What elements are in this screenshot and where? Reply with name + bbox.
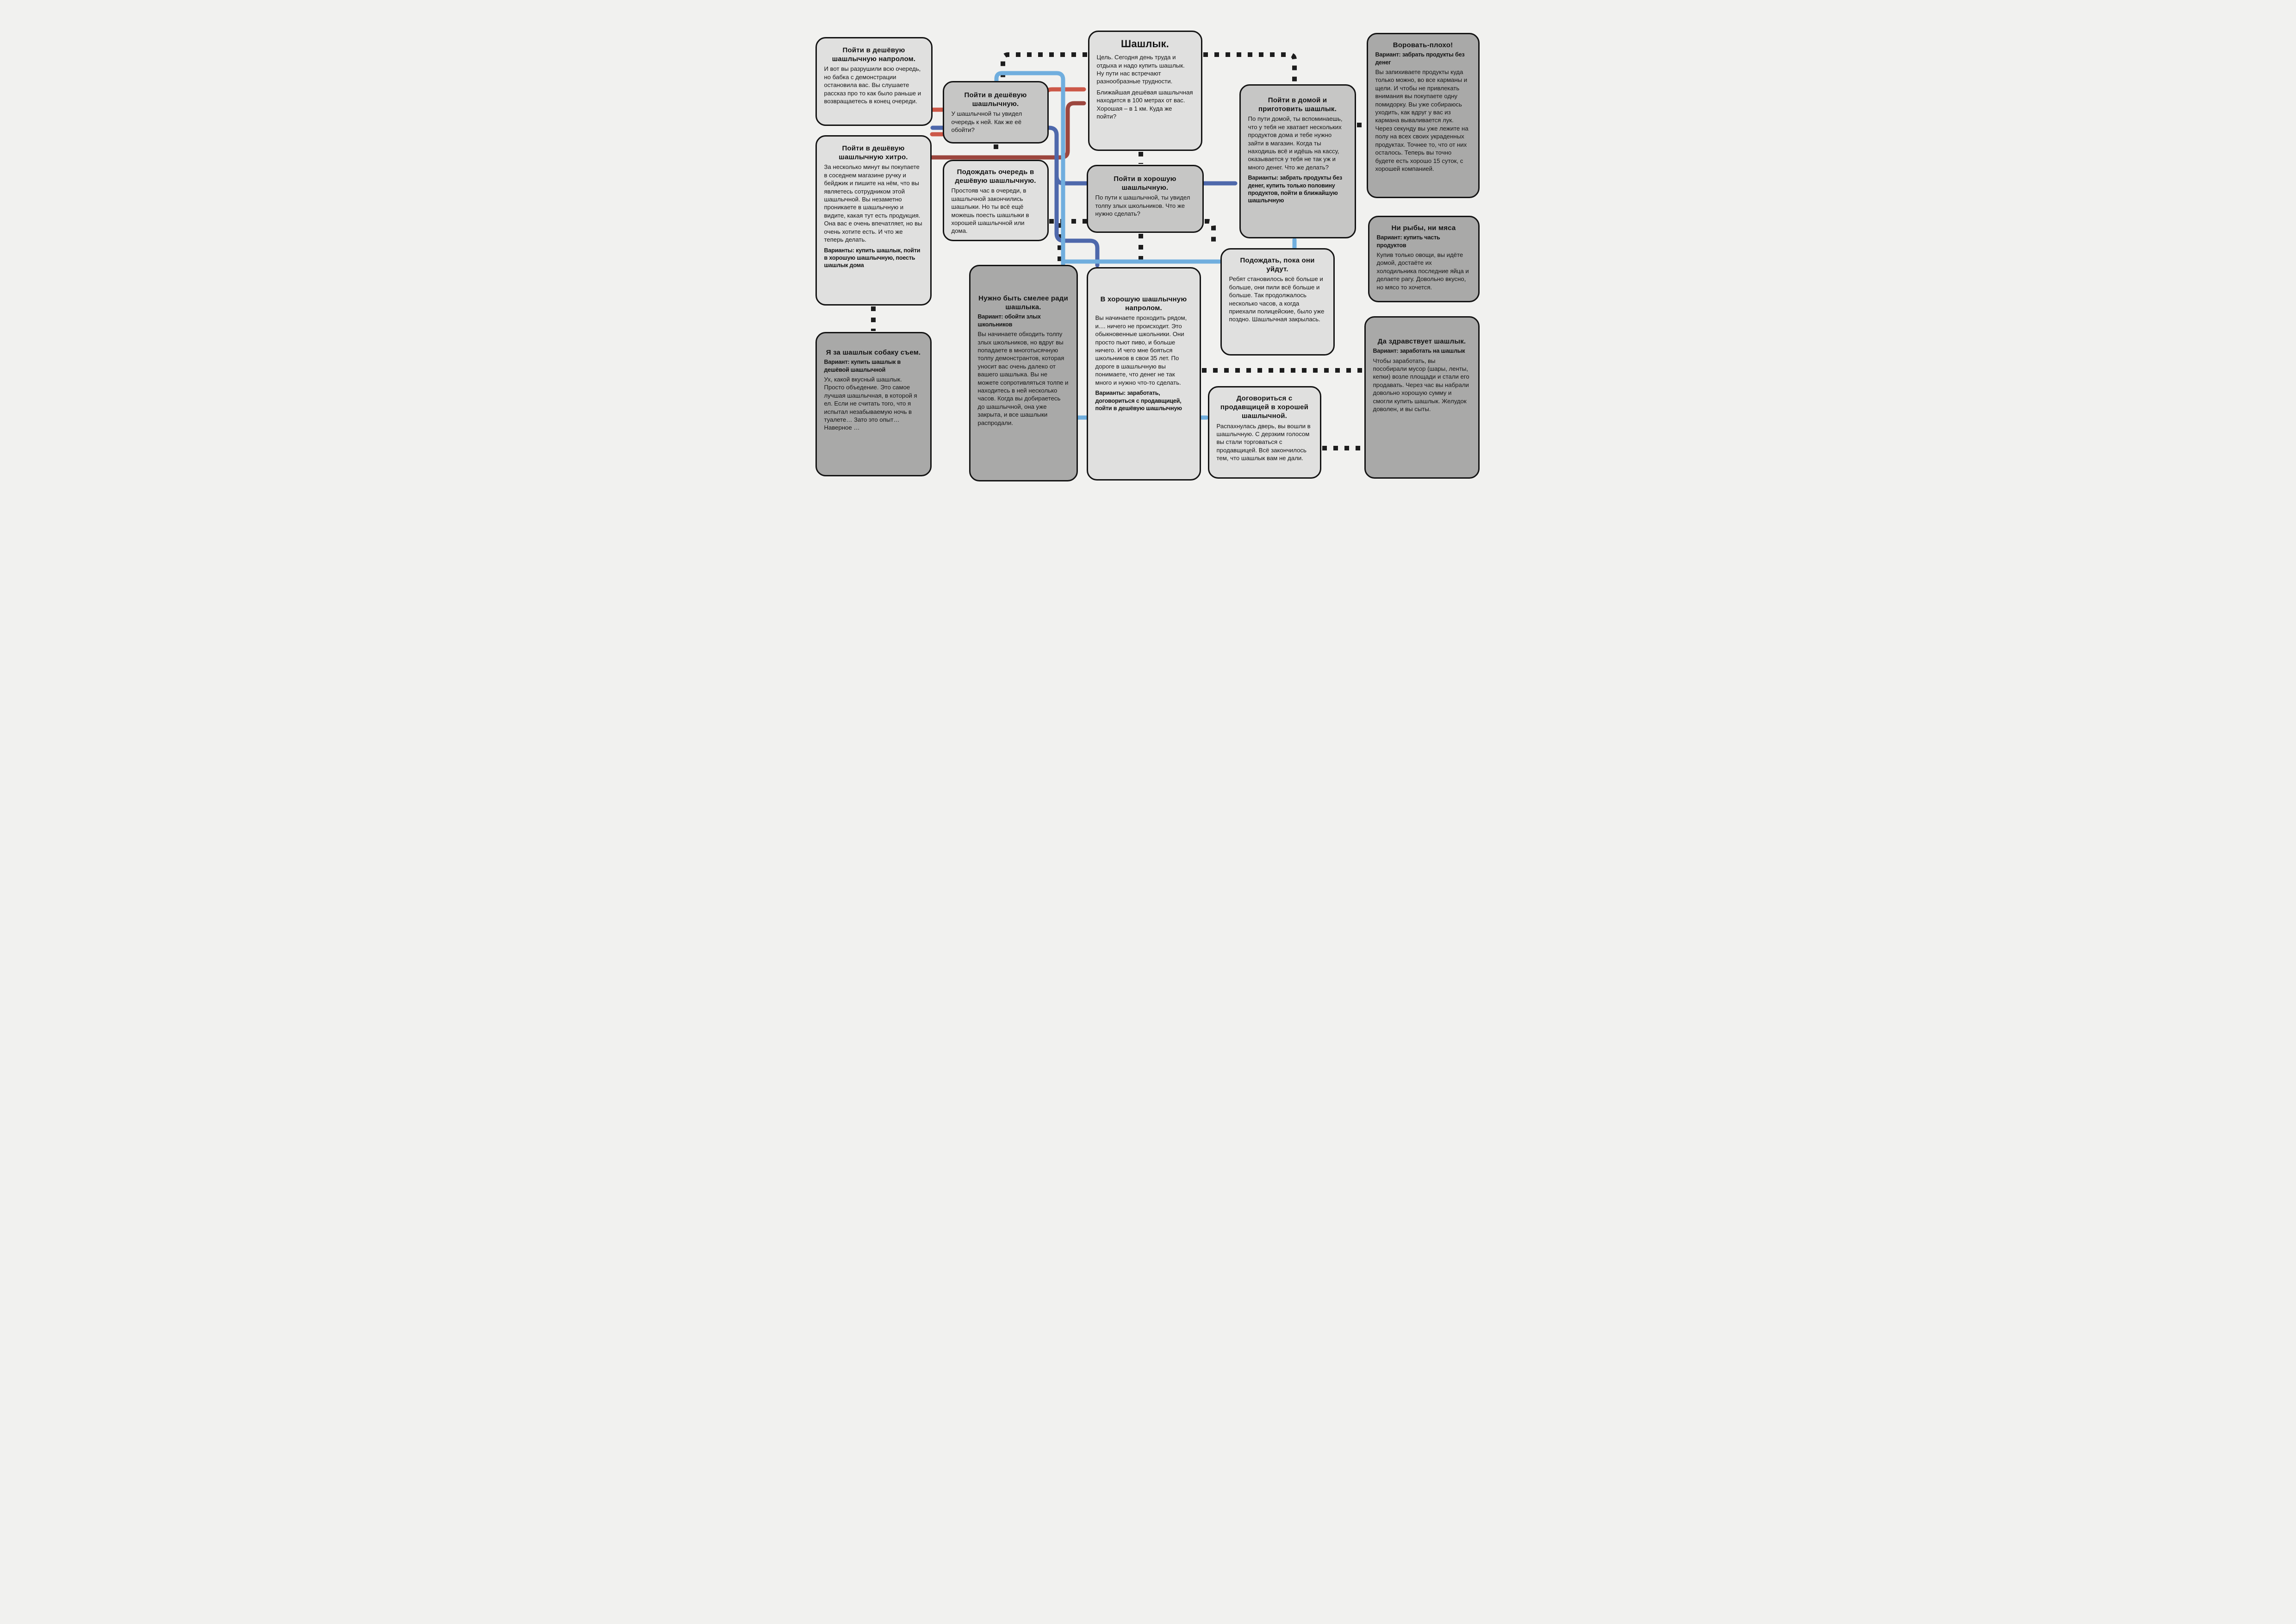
node-no-fish-no-meat (1368, 216, 1480, 302)
node-wait-queue-title: Подождать очередь в дешёвую шашлычную. (955, 168, 1036, 185)
node-go-home-variant: Варианты: забрать продукты без денег, купить только половину продуктов, пойти в ближайшую шашлычную (1248, 175, 1342, 204)
node-good-forced-title: В хорошую шашлычную напролом. (1100, 295, 1187, 312)
node-be-brave-p: Вы начинаете обходить толпу злых школьников, но вдруг вы попадаете в многотысячную толпу демонстрантов, которая уносит вас очень далеко от вашего шашлыка. Вы не можете сопротивляться толпе и находитесь в ней несколько часов. Когда вы добираетесь до шашлычной, она уже закрыта, и все шашлыки распродали. (977, 331, 1069, 426)
node-root-title: Шашлык. (1121, 38, 1169, 50)
node-long-live-p: Чтобы заработать, вы пособирали мусор (шары, ленты, кепки) возле площади и стали его продавать. Через час вы набрали довольно хорошую сумму и смогли купить шашлык. Желудок доволен, и вы сыты. (1373, 357, 1469, 413)
node-steal-bad-title: Воровать-плохо! (1393, 41, 1453, 49)
node-cheap-clever-title: Пойти в дешёвую шашлычную хитро. (839, 144, 908, 162)
node-cheap-forced-title: Пойти в дешёвую шашлычную напролом. (832, 46, 916, 63)
node-steal-bad-p: Вы запихиваете продукты куда только можно, во все карманы и щели. И чтобы не привлекать внимания вы покупаете одну помидорку. Вы уже собираюсь уходить, как вдруг у вас из кармана вываливается лук. Через секунду вы уже лежите на полу на всех своих украденных продуктах. Точнее то, что от них осталось. Теперь вы точно будете есть хорошо 15 суток, с хорошей компанией. (1375, 68, 1468, 172)
node-go-home (1239, 84, 1356, 238)
node-dog-eat-p: Ух, какой вкусный шашлык. Просто объедение. Это самое лучшая шашлычная, в которой я ел. Если не считать того, что я испытал незабываемую ночь в туалете… Зато это опыт… Наверное … (824, 375, 917, 431)
node-bargain-p: Распахнулась дверь, вы вошли в шашлычную. С дерзким голосом вы стали торговаться с продавщицей. Всё закончилось тем, что шашлык вам не дали. (1216, 422, 1311, 462)
node-dog-eat-variant: Вариант: купить шашлык в дешёвой шашлычной (824, 359, 901, 373)
node-long-live-variant: Вариант: заработать на шашлык (1373, 348, 1465, 355)
node-cheap-clever-variant: Варианты: купить шашлык, пойти в хорошую шашлычную, поесть шашлык дома (824, 247, 921, 269)
node-wait-queue (943, 160, 1049, 241)
node-steal-bad (1367, 33, 1480, 198)
node-wait-leave-title: Подождать, пока они уйдут. (1240, 256, 1315, 274)
node-bargain (1208, 386, 1321, 479)
node-root-p: Цель. Сегодня день труда и отдыха и надо купить шашлык. Ну пути нас встречают разнообразные трудности. (1096, 54, 1185, 85)
node-wait-queue-p: Простояв час в очереди, в шашлычной закончились шашлыки. Но ты всё ещё можешь поесть шашлыки в хорошей шашлычной или дома. (951, 187, 1029, 235)
node-root (1088, 31, 1202, 151)
node-be-brave-variant: Вариант: обойти злых школьников (977, 313, 1041, 328)
node-wait-leave-p: Ребят становилось всё больше и больше, они пили всё больше и больше. Так продолжалось несколько часов, а когда приехали полицейские, было уже поздно. Шашлычная закрылась. (1229, 275, 1325, 323)
node-no-fish-no-meat-p: Купив только овощи, вы идёте домой, достаёте их холодильника последние яйца и делаете рагу. Довольно вкусно, но мясо то хочется. (1376, 251, 1469, 291)
node-be-brave-title: Нужно быть смелее ради шашлыка. (978, 294, 1068, 312)
node-go-good-title: Пойти в хорошую шашлычную. (1114, 175, 1176, 192)
node-long-live (1364, 316, 1480, 479)
node-go-cheap-p: У шашлычной ты увидел очередь к ней. Как же её обойти? (951, 110, 1022, 134)
flowchart-canvas (785, 0, 1511, 513)
node-root-p: Ближайшая дешёвая шашлычная находится в 100 метрах от вас. Хорошая – в 1 км. Куда же пойти? (1096, 88, 1193, 120)
node-no-fish-no-meat-variant: Вариант: купить часть продуктов (1376, 234, 1440, 249)
node-no-fish-no-meat-title: Ни рыбы, ни мяса (1391, 224, 1456, 232)
node-cheap-forced (815, 37, 933, 126)
node-go-home-title: Пойти в домой и приготовить шашлык. (1258, 96, 1337, 113)
node-go-cheap (943, 81, 1049, 144)
node-go-cheap-title: Пойти в дешёвую шашлычную. (964, 91, 1027, 108)
node-dog-eat (815, 332, 932, 476)
edge-root-to-home (1203, 55, 1294, 83)
node-go-good-p: По пути к шашлычной, ты увидел толпу злых школьников. Что же нужно сделать? (1095, 194, 1190, 218)
node-good-forced (1087, 267, 1201, 481)
node-wait-leave (1220, 248, 1335, 356)
node-long-live-title: Да здравствует шашлык. (1377, 337, 1466, 345)
node-bargain-title: Договориться с продавщицей в хорошей шашлычной. (1220, 394, 1309, 420)
node-cheap-clever-p: За несколько минут вы покупаете в соседнем магазине ручку и бейджик и пишите на нём, что вы являетесь сотрудником этой шашлычной. Вы незаметно проникаете в шашлычную и видите, какая тут есть продукция. Она вас е очень впечатляет, но вы очень хотите есть. И что же теперь делать. (824, 163, 922, 244)
node-be-brave (969, 265, 1078, 481)
node-good-forced-p: Вы начинаете проходить рядом, и.... ничего не происходит. Это обыкновенные школьники. Они просто пьют пиво, и больше ничего. И чего мне бояться школьников в свои 35 лет. По дороге в шашлычную вы понимаете, что денег не так много и нужно что-то сделать. (1095, 314, 1187, 386)
node-dog-eat-title: Я за шашлык собаку съем. (826, 349, 921, 356)
edge-root-to-cheap (1003, 55, 1087, 80)
node-steal-bad-variant: Вариант: забрать продукты без денег (1375, 51, 1465, 66)
node-cheap-clever (815, 135, 932, 306)
node-good-forced-variant: Варианты: заработать, договориться с продавщицей, пойти в дешёвую шашлычную (1095, 390, 1182, 412)
node-cheap-forced-p: И вот вы разрушили всю очередь, но бабка с демонстрации остановила вас. Вы слушаете рассказ про то как было раньше и возвращаетесь в конец очереди. (824, 65, 921, 105)
node-go-home-p: По пути домой, ты вспоминаешь, что у тебя не хватает нескольких продуктов дома и тебе нужно зайти в магазин. Когда ты находишь всё и идёшь на кассу, оказывается у тебя не так уж и много денег. Что же делать? (1248, 115, 1343, 171)
node-go-good (1087, 165, 1204, 233)
